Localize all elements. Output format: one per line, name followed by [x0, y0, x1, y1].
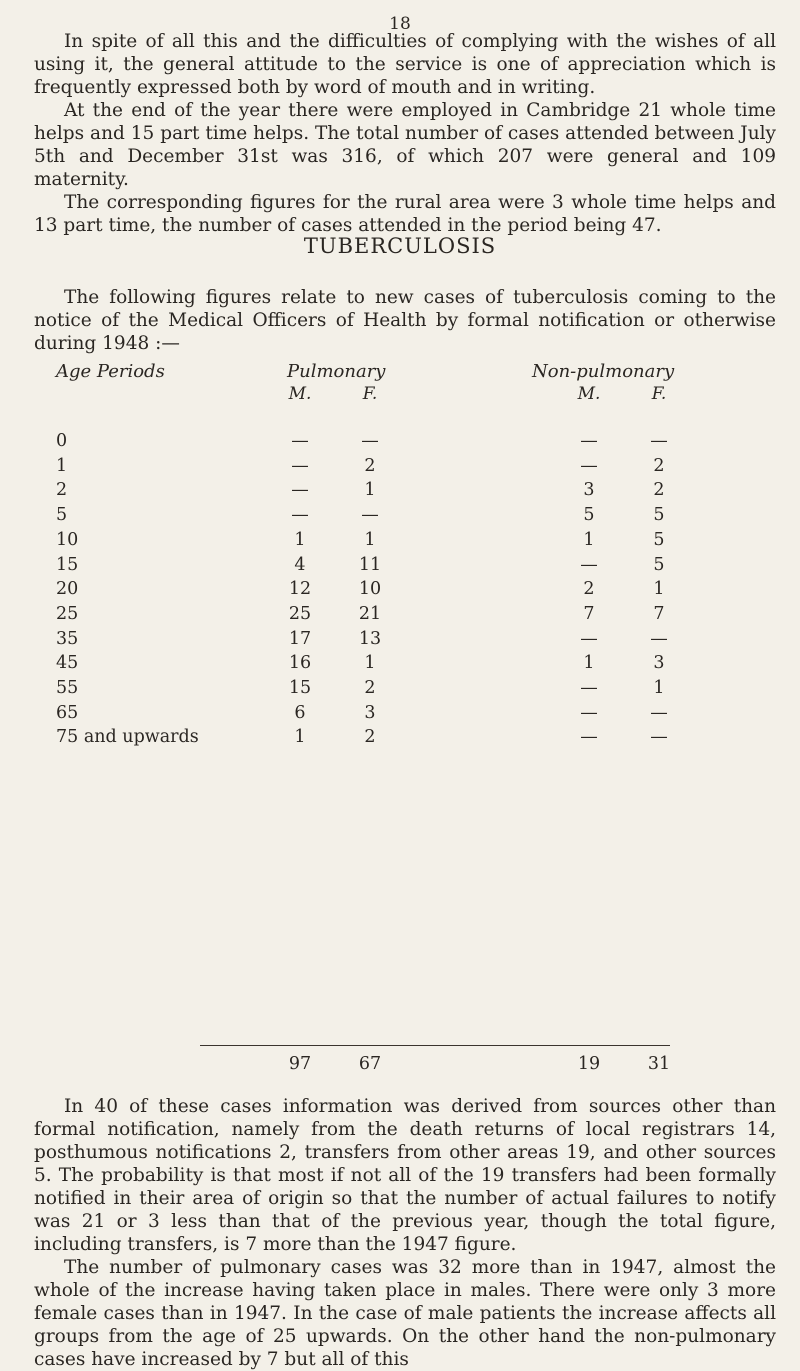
age-period-label: 20	[56, 579, 79, 600]
pulmonary-male-cell: —	[291, 480, 309, 501]
commentary-paragraph-1: In 40 of these cases information was derived from sources other than formal notification, namely from the death returns of local registrars 14, posthumous notifications 2, transfers from other areas 19, and other sources 5. The probability is that most if not all of the 19 transfers had been formally notified in their area of origin so that the number of actual failures to notify was 21 or 3 less than that of the previous year, though the total figure, including transfers, is 7 more than the 1947 figure.	[34, 1096, 776, 1255]
pulmonary-female-cell: 10	[358, 579, 382, 600]
age-periods-header: Age Periods	[56, 361, 165, 382]
non-pulmonary-male-cell: 5	[583, 505, 595, 526]
pulmonary-male-cell: 6	[294, 702, 306, 723]
pulmonary-female-cell: 1	[364, 653, 376, 674]
intro-paragraph-2: At the end of the year there were employed in Cambridge 21 whole time helps and 15 part time helps. The total number of cases attended between July 5th and December 31st was 316, of which 207 were general and 109 maternity.	[34, 100, 776, 190]
non-pulmonary-female-cell: 1	[653, 579, 665, 600]
home-help-section	[34, 30, 776, 237]
non-pulmonary-female-cell: 1	[653, 678, 665, 698]
totals-rule	[200, 1045, 670, 1046]
pulmonary-female-cell: —	[361, 505, 379, 526]
non-pulmonary-female-cell: —	[650, 727, 668, 748]
total-non-pulmonary-male: 19	[577, 1054, 601, 1074]
pulmonary-male-cell: 15	[288, 678, 312, 698]
non-pulmonary-female-cell: 5	[653, 505, 665, 526]
age-period-label: 2	[56, 480, 68, 501]
page-number: 18	[389, 14, 411, 34]
non-pulmonary-female-cell: 7	[653, 603, 665, 624]
non-pulmonary-male-cell: 1	[583, 653, 595, 674]
pulmonary-female-cell: 3	[364, 702, 376, 723]
total-pulmonary-female: 67	[358, 1054, 382, 1074]
tuberculosis-intro-paragraph: The following figures relate to new cases of tuberculosis coming to the notice of the Medical Officers of Health by formal notification or otherwise during 1948 :—	[34, 287, 776, 354]
pulmonary-female-cell: 11	[358, 554, 382, 575]
tuberculosis-heading: TUBERCULOSIS	[303, 234, 497, 258]
non-pulmonary-female-cell: —	[650, 628, 668, 649]
pulmonary-male-header: M.	[288, 384, 312, 404]
age-period-label: 5	[56, 505, 68, 526]
pulmonary-male-cell: —	[291, 455, 309, 476]
commentary-paragraph-2: The number of pulmonary cases was 32 more than in 1947, almost the whole of the increase having taken place in males. There were only 3 more female cases than in 1947. In the case of male patients the increase affects all groups from the age of 25 upwards. On the other hand the non-pulmonary cases have increased by 7 but all of this	[34, 1257, 776, 1370]
non-pulmonary-male-cell: —	[580, 727, 598, 748]
pulmonary-male-cell: 16	[288, 653, 312, 674]
pulmonary-female-cell: 1	[364, 480, 376, 501]
total-pulmonary-male: 97	[288, 1054, 312, 1074]
pulmonary-female-header: F.	[362, 384, 378, 404]
intro-paragraph-3: The corresponding figures for the rural area were 3 whole time helps and 13 part time, the number of cases attended in the period being 47.	[34, 192, 776, 236]
non-pulmonary-male-cell: —	[580, 455, 598, 476]
non-pulmonary-female-header: F.	[651, 384, 667, 404]
non-pulmonary-male-cell: 7	[583, 603, 595, 624]
age-period-label: 35	[56, 628, 79, 649]
total-non-pulmonary-female: 31	[647, 1054, 671, 1074]
pulmonary-female-cell: 2	[364, 455, 376, 476]
tuberculosis-commentary	[34, 1095, 776, 1371]
non-pulmonary-male-cell: 1	[583, 529, 595, 550]
age-period-label: 75 and upwards	[56, 727, 199, 748]
non-pulmonary-female-cell: —	[650, 702, 668, 723]
non-pulmonary-male-cell: 3	[583, 480, 595, 501]
pulmonary-header: Pulmonary	[287, 361, 386, 382]
age-period-label: 10	[56, 529, 79, 550]
pulmonary-male-cell: 17	[288, 628, 312, 649]
non-pulmonary-male-cell: —	[580, 554, 598, 575]
age-period-label: 0	[56, 431, 68, 451]
age-period-label: 25	[56, 603, 79, 624]
pulmonary-male-cell: 25	[288, 603, 312, 624]
non-pulmonary-male-cell: —	[580, 431, 598, 451]
age-period-label: 55	[56, 678, 79, 698]
intro-paragraph-1: In spite of all this and the difficulties of complying with the wishes of all using it, the general attitude to the service is one of appreciation which is frequently expressed both by word of mouth and in writing.	[34, 31, 776, 98]
pulmonary-female-cell: —	[361, 431, 379, 451]
age-period-label: 45	[56, 653, 79, 674]
non-pulmonary-male-cell: —	[580, 678, 598, 698]
non-pulmonary-female-cell: 2	[653, 455, 665, 476]
non-pulmonary-female-cell: 2	[653, 480, 665, 501]
non-pulmonary-female-cell: —	[650, 431, 668, 451]
pulmonary-female-cell: 13	[358, 628, 382, 649]
pulmonary-male-cell: 4	[294, 554, 306, 575]
non-pulmonary-male-cell: —	[580, 702, 598, 723]
pulmonary-female-cell: 21	[358, 603, 382, 624]
age-period-label: 15	[56, 554, 79, 575]
age-period-label: 65	[56, 702, 79, 723]
non-pulmonary-male-cell: 2	[583, 579, 595, 600]
non-pulmonary-female-cell: 5	[653, 554, 665, 575]
non-pulmonary-male-cell: —	[580, 628, 598, 649]
pulmonary-male-cell: 1	[294, 727, 306, 748]
non-pulmonary-male-header: M.	[577, 384, 601, 404]
pulmonary-female-cell: 2	[364, 678, 376, 698]
non-pulmonary-female-cell: 5	[653, 529, 665, 550]
pulmonary-male-cell: 12	[288, 579, 312, 600]
pulmonary-female-cell: 1	[364, 529, 376, 550]
pulmonary-male-cell: —	[291, 431, 309, 451]
tuberculosis-intro	[34, 286, 776, 355]
pulmonary-female-cell: 2	[364, 727, 376, 748]
pulmonary-male-cell: —	[291, 505, 309, 526]
pulmonary-male-cell: 1	[294, 529, 306, 550]
non-pulmonary-female-cell: 3	[653, 653, 665, 674]
non-pulmonary-header: Non-pulmonary	[532, 361, 675, 382]
age-period-label: 1	[56, 455, 68, 476]
